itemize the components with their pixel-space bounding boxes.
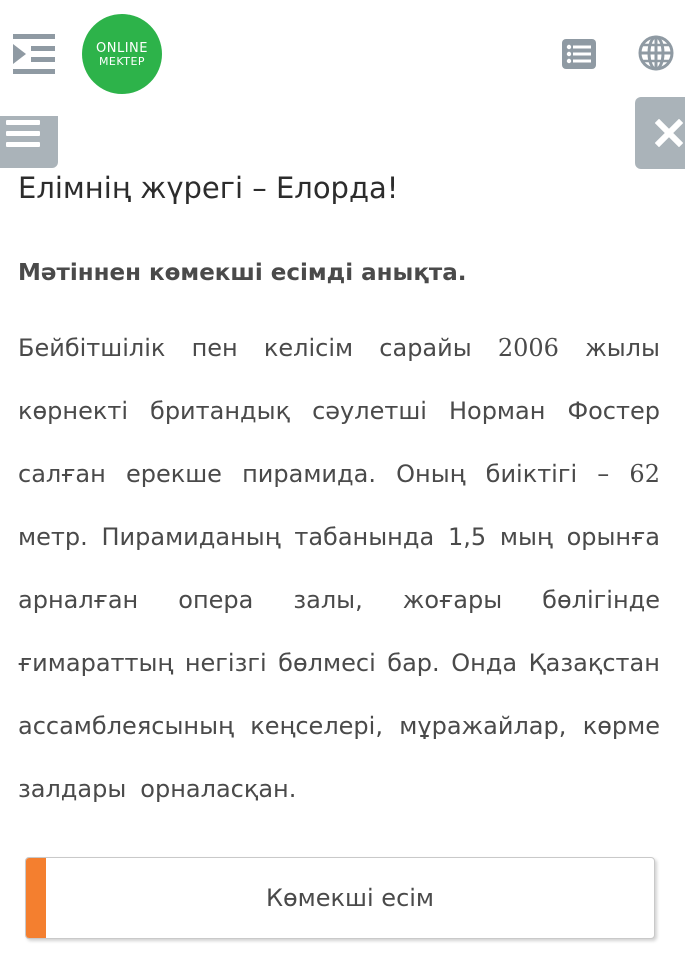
passage-word: мың (499, 523, 553, 551)
language-button[interactable] (638, 35, 674, 71)
passage-word: биіктігі (485, 460, 578, 488)
side-menu-button[interactable] (0, 116, 58, 168)
passage-word: ғимараттың (18, 649, 174, 677)
list-button[interactable] (561, 38, 597, 70)
logo-text-line1: ONLINE (96, 40, 148, 56)
passage-line (18, 696, 660, 759)
passage-word: опера (178, 586, 254, 614)
passage-line (18, 507, 660, 570)
passage-word: Пирамиданың (101, 523, 281, 551)
passage-word: Норман (448, 397, 546, 425)
indent-menu-icon (10, 32, 58, 76)
passage-word: негізгі (184, 649, 267, 677)
passage-word: ассамблеясының (18, 712, 234, 740)
top-header (0, 0, 685, 110)
list-icon (561, 38, 597, 70)
answer-option-label: Көмекші есім (265, 884, 435, 912)
online-mektep-logo[interactable] (82, 14, 162, 94)
passage-word: 2006 (497, 334, 559, 362)
logo-text-line2: MEKTEP (98, 54, 146, 68)
passage-word: Онда (451, 649, 518, 677)
passage-word: салған (18, 460, 106, 488)
passage-word: – (597, 460, 610, 488)
lesson-title: Елімнің жүрегі – Елорда! (18, 171, 399, 205)
passage-line (18, 444, 660, 507)
passage-word: арналған (18, 586, 139, 614)
passage-line (18, 759, 660, 822)
passage-word: бөлмесі (278, 649, 376, 677)
passage-word: залы, (293, 586, 363, 614)
passage-word: бар. (387, 649, 440, 677)
answer-option[interactable] (25, 857, 655, 939)
hamburger-icon (6, 120, 40, 153)
task-instruction: Мәтіннен көмекші есімді анықта. (18, 260, 467, 286)
passage-word: Қазақстан (528, 649, 660, 677)
passage-word: Бейбітшілік (18, 334, 166, 362)
passage-word: Оның (396, 460, 466, 488)
passage-word: көрнекті (18, 397, 129, 425)
passage-line (18, 633, 660, 696)
passage-word: келісім (263, 334, 354, 362)
passage-word: мұражайлар, (399, 712, 567, 740)
passage-line (18, 381, 660, 444)
passage-word: пен (191, 334, 238, 362)
globe-icon (638, 35, 674, 71)
passage-word: көрме (582, 712, 660, 740)
passage-word: залдары (18, 775, 127, 803)
passage-word: сарайы (379, 334, 472, 362)
passage-word: пирамида. (242, 460, 376, 488)
passage-word: метр. (18, 523, 88, 551)
passage-word: бөлігінде (542, 586, 660, 614)
passage-word: кеңселері, (250, 712, 383, 740)
passage-word: сәулетші (312, 397, 427, 425)
close-button[interactable] (635, 97, 685, 169)
passage-word: табанында (294, 523, 435, 551)
answer-option-accent (26, 858, 46, 938)
menu-toggle-button[interactable] (10, 32, 58, 76)
passage-word: ерекше (125, 460, 222, 488)
passage-word: орналасқан. (140, 775, 297, 803)
passage-word: 62 (629, 460, 660, 488)
passage-line (18, 570, 660, 633)
passage-word: Фостер (567, 397, 660, 425)
reading-passage (18, 318, 660, 822)
passage-word: 1,5 (447, 523, 487, 551)
close-icon (655, 119, 683, 147)
passage-word: британдық (150, 397, 291, 425)
passage-word: жоғары (402, 586, 503, 614)
passage-word: орынға (566, 523, 660, 551)
passage-line (18, 318, 660, 381)
passage-word: жылы (585, 334, 660, 362)
